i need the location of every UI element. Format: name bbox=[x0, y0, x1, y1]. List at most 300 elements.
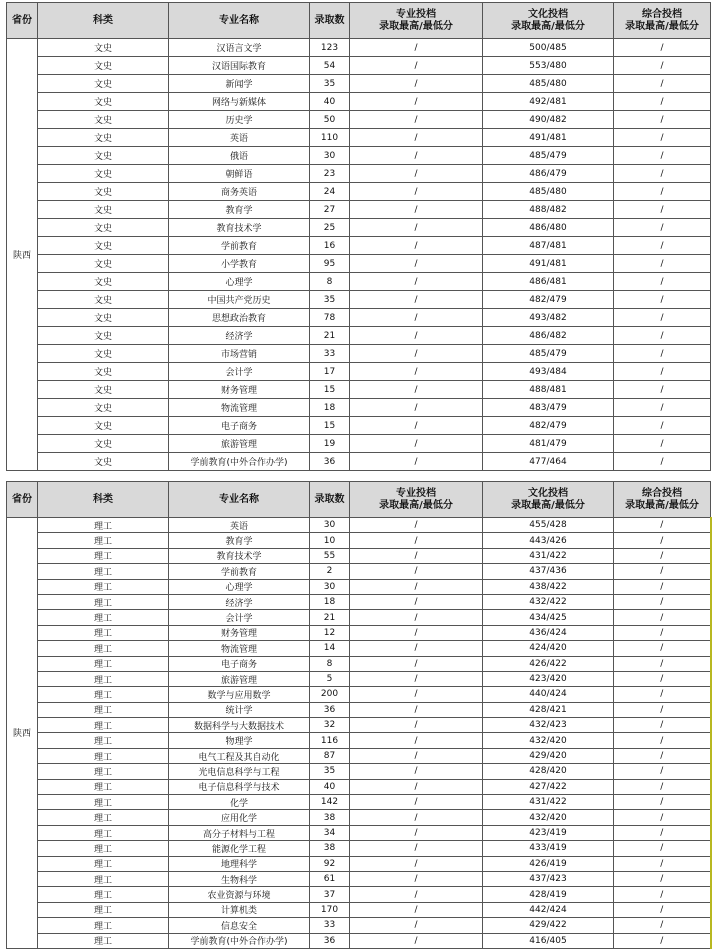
count-cell: 36 bbox=[310, 702, 350, 717]
cultural-score-cell: 429/422 bbox=[483, 918, 614, 933]
table-row bbox=[7, 871, 711, 886]
category-cell: 文史 bbox=[38, 327, 169, 345]
professional-score-cell: / bbox=[350, 748, 483, 763]
count-cell: 38 bbox=[310, 841, 350, 856]
major-cell: 学前教育 bbox=[169, 237, 310, 255]
cultural-score-cell: 426/419 bbox=[483, 856, 614, 871]
table-row bbox=[7, 764, 711, 779]
table-row bbox=[7, 594, 711, 609]
header-comprehensive-line2: 录取最高/最低分 bbox=[625, 20, 699, 32]
category-cell: 理工 bbox=[38, 779, 169, 794]
category-cell: 理工 bbox=[38, 871, 169, 886]
count-cell: 10 bbox=[310, 533, 350, 548]
category-cell: 理工 bbox=[38, 656, 169, 671]
cultural-score-cell: 423/420 bbox=[483, 671, 614, 686]
professional-score-cell: / bbox=[350, 871, 483, 886]
major-cell: 物流管理 bbox=[169, 399, 310, 417]
professional-score-cell: / bbox=[350, 902, 483, 917]
professional-score-cell: / bbox=[350, 779, 483, 794]
category-cell: 理工 bbox=[38, 579, 169, 594]
comprehensive-score-cell: / bbox=[614, 201, 711, 219]
comprehensive-score-cell: / bbox=[614, 564, 711, 579]
category-cell: 理工 bbox=[38, 764, 169, 779]
cultural-score-cell: 488/482 bbox=[483, 201, 614, 219]
cultural-score-cell: 492/481 bbox=[483, 93, 614, 111]
category-cell: 理工 bbox=[38, 641, 169, 656]
header-province: 省份 bbox=[7, 482, 38, 518]
table-row bbox=[7, 201, 711, 219]
count-cell: 33 bbox=[310, 918, 350, 933]
table-row bbox=[7, 147, 711, 165]
category-cell: 文史 bbox=[38, 147, 169, 165]
comprehensive-score-cell: / bbox=[614, 309, 711, 327]
comprehensive-score-cell: / bbox=[614, 625, 711, 640]
professional-score-cell: / bbox=[350, 656, 483, 671]
table-row bbox=[7, 399, 711, 417]
cultural-score-cell: 491/481 bbox=[483, 255, 614, 273]
professional-score-cell: / bbox=[350, 918, 483, 933]
professional-score-cell: / bbox=[350, 533, 483, 548]
header-major: 专业名称 bbox=[169, 482, 310, 518]
table-row bbox=[7, 779, 711, 794]
comprehensive-score-cell: / bbox=[614, 291, 711, 309]
count-cell: 18 bbox=[310, 594, 350, 609]
cultural-score-cell: 443/426 bbox=[483, 533, 614, 548]
professional-score-cell: / bbox=[350, 453, 483, 471]
major-cell: 网络与新媒体 bbox=[169, 93, 310, 111]
table-row bbox=[7, 810, 711, 825]
major-cell: 教育技术学 bbox=[169, 548, 310, 563]
comprehensive-score-cell: / bbox=[614, 718, 711, 733]
major-cell: 光电信息科学与工程 bbox=[169, 764, 310, 779]
comprehensive-score-cell: / bbox=[614, 687, 711, 702]
cultural-score-cell: 432/420 bbox=[483, 733, 614, 748]
category-cell: 文史 bbox=[38, 219, 169, 237]
cultural-score-cell: 485/479 bbox=[483, 345, 614, 363]
comprehensive-score-cell: / bbox=[614, 856, 711, 871]
comprehensive-score-cell: / bbox=[614, 399, 711, 417]
category-cell: 文史 bbox=[38, 309, 169, 327]
major-cell: 中国共产党历史 bbox=[169, 291, 310, 309]
major-cell: 学前教育(中外合作办学) bbox=[169, 933, 310, 948]
category-cell: 理工 bbox=[38, 748, 169, 763]
major-cell: 经济学 bbox=[169, 594, 310, 609]
count-cell: 5 bbox=[310, 671, 350, 686]
comprehensive-score-cell: / bbox=[614, 417, 711, 435]
cultural-score-cell: 493/484 bbox=[483, 363, 614, 381]
count-cell: 21 bbox=[310, 610, 350, 625]
major-cell: 计算机类 bbox=[169, 902, 310, 917]
count-cell: 15 bbox=[310, 381, 350, 399]
category-cell: 文史 bbox=[38, 399, 169, 417]
professional-score-cell: / bbox=[350, 111, 483, 129]
professional-score-cell: / bbox=[350, 201, 483, 219]
cultural-score-cell: 431/422 bbox=[483, 548, 614, 563]
count-cell: 142 bbox=[310, 795, 350, 810]
cultural-score-cell: 485/480 bbox=[483, 183, 614, 201]
major-cell: 能源化学工程 bbox=[169, 841, 310, 856]
cultural-score-cell: 486/480 bbox=[483, 219, 614, 237]
professional-score-cell: / bbox=[350, 237, 483, 255]
category-cell: 理工 bbox=[38, 795, 169, 810]
comprehensive-score-cell: / bbox=[614, 39, 711, 57]
count-cell: 50 bbox=[310, 111, 350, 129]
table-row bbox=[7, 733, 711, 748]
major-cell: 电子商务 bbox=[169, 417, 310, 435]
table-row bbox=[7, 902, 711, 917]
professional-score-cell: / bbox=[350, 39, 483, 57]
count-cell: 55 bbox=[310, 548, 350, 563]
professional-score-cell: / bbox=[350, 795, 483, 810]
table-row bbox=[7, 381, 711, 399]
category-cell: 文史 bbox=[38, 93, 169, 111]
table-row bbox=[7, 237, 711, 255]
category-cell: 文史 bbox=[38, 129, 169, 147]
professional-score-cell: / bbox=[350, 933, 483, 948]
professional-score-cell: / bbox=[350, 825, 483, 840]
comprehensive-score-cell: / bbox=[614, 57, 711, 75]
comprehensive-score-cell: / bbox=[614, 147, 711, 165]
table-row bbox=[7, 363, 711, 381]
cultural-score-cell: 427/422 bbox=[483, 779, 614, 794]
category-cell: 理工 bbox=[38, 533, 169, 548]
comprehensive-score-cell: / bbox=[614, 902, 711, 917]
professional-score-cell: / bbox=[350, 733, 483, 748]
professional-score-cell: / bbox=[350, 518, 483, 533]
table-row bbox=[7, 610, 711, 625]
comprehensive-score-cell: / bbox=[614, 656, 711, 671]
professional-score-cell: / bbox=[350, 255, 483, 273]
province-cell: 陕西 bbox=[7, 518, 38, 949]
count-cell: 30 bbox=[310, 147, 350, 165]
table-row bbox=[7, 671, 711, 686]
major-cell: 生物科学 bbox=[169, 871, 310, 886]
comprehensive-score-cell: / bbox=[614, 795, 711, 810]
count-cell: 24 bbox=[310, 183, 350, 201]
table-row bbox=[7, 255, 711, 273]
table-row bbox=[7, 327, 711, 345]
cultural-score-cell: 482/479 bbox=[483, 291, 614, 309]
table-row bbox=[7, 856, 711, 871]
category-cell: 文史 bbox=[38, 273, 169, 291]
province-cell: 陕西 bbox=[7, 39, 38, 471]
category-cell: 理工 bbox=[38, 702, 169, 717]
category-cell: 理工 bbox=[38, 856, 169, 871]
professional-score-cell: / bbox=[350, 93, 483, 111]
category-cell: 理工 bbox=[38, 733, 169, 748]
major-cell: 历史学 bbox=[169, 111, 310, 129]
category-cell: 理工 bbox=[38, 841, 169, 856]
category-cell: 文史 bbox=[38, 75, 169, 93]
major-cell: 朝鲜语 bbox=[169, 165, 310, 183]
table-row bbox=[7, 533, 711, 548]
professional-score-cell: / bbox=[350, 309, 483, 327]
table-row bbox=[7, 309, 711, 327]
category-cell: 文史 bbox=[38, 111, 169, 129]
comprehensive-score-cell: / bbox=[614, 129, 711, 147]
major-cell: 财务管理 bbox=[169, 381, 310, 399]
count-cell: 14 bbox=[310, 641, 350, 656]
professional-score-cell: / bbox=[350, 841, 483, 856]
cultural-score-cell: 440/424 bbox=[483, 687, 614, 702]
table-row bbox=[7, 625, 711, 640]
header-comprehensive-line2: 录取最高/最低分 bbox=[625, 499, 699, 511]
cultural-score-cell: 428/419 bbox=[483, 887, 614, 902]
category-cell: 文史 bbox=[38, 39, 169, 57]
professional-score-cell: / bbox=[350, 579, 483, 594]
professional-score-cell: / bbox=[350, 641, 483, 656]
major-cell: 财务管理 bbox=[169, 625, 310, 640]
major-cell: 心理学 bbox=[169, 273, 310, 291]
major-cell: 经济学 bbox=[169, 327, 310, 345]
category-cell: 理工 bbox=[38, 610, 169, 625]
cultural-score-cell: 493/482 bbox=[483, 309, 614, 327]
comprehensive-score-cell: / bbox=[614, 327, 711, 345]
count-cell: 38 bbox=[310, 810, 350, 825]
header-count: 录取数 bbox=[310, 3, 350, 39]
count-cell: 35 bbox=[310, 75, 350, 93]
count-cell: 54 bbox=[310, 57, 350, 75]
comprehensive-score-cell: / bbox=[614, 93, 711, 111]
major-cell: 小学教育 bbox=[169, 255, 310, 273]
header-professional-score bbox=[350, 3, 483, 39]
comprehensive-score-cell: / bbox=[614, 871, 711, 886]
cultural-score-cell: 428/421 bbox=[483, 702, 614, 717]
category-cell: 理工 bbox=[38, 594, 169, 609]
category-cell: 文史 bbox=[38, 165, 169, 183]
header-comprehensive-score bbox=[614, 482, 711, 518]
count-cell: 15 bbox=[310, 417, 350, 435]
header-cultural-line1: 文化投档 bbox=[528, 487, 568, 499]
count-cell: 30 bbox=[310, 518, 350, 533]
cultural-score-cell: 432/422 bbox=[483, 594, 614, 609]
comprehensive-score-cell: / bbox=[614, 345, 711, 363]
table-row bbox=[7, 687, 711, 702]
category-cell: 理工 bbox=[38, 687, 169, 702]
category-cell: 文史 bbox=[38, 417, 169, 435]
major-cell: 地理科学 bbox=[169, 856, 310, 871]
cultural-score-cell: 490/482 bbox=[483, 111, 614, 129]
admission-table-science bbox=[6, 481, 712, 949]
major-cell: 心理学 bbox=[169, 579, 310, 594]
professional-score-cell: / bbox=[350, 363, 483, 381]
professional-score-cell: / bbox=[350, 57, 483, 75]
count-cell: 16 bbox=[310, 237, 350, 255]
major-cell: 学前教育 bbox=[169, 564, 310, 579]
table-row bbox=[7, 93, 711, 111]
header-comprehensive-line1: 综合投档 bbox=[642, 487, 682, 499]
count-cell: 8 bbox=[310, 656, 350, 671]
cultural-score-cell: 416/405 bbox=[483, 933, 614, 948]
category-cell: 文史 bbox=[38, 201, 169, 219]
count-cell: 36 bbox=[310, 933, 350, 948]
category-cell: 文史 bbox=[38, 453, 169, 471]
comprehensive-score-cell: / bbox=[614, 779, 711, 794]
cultural-score-cell: 424/420 bbox=[483, 641, 614, 656]
cultural-score-cell: 486/482 bbox=[483, 327, 614, 345]
table-row bbox=[7, 748, 711, 763]
table-row bbox=[7, 57, 711, 75]
cultural-score-cell: 486/481 bbox=[483, 273, 614, 291]
category-cell: 理工 bbox=[38, 548, 169, 563]
comprehensive-score-cell: / bbox=[614, 594, 711, 609]
major-cell: 教育技术学 bbox=[169, 219, 310, 237]
comprehensive-score-cell: / bbox=[614, 702, 711, 717]
header-province: 省份 bbox=[7, 3, 38, 39]
comprehensive-score-cell: / bbox=[614, 641, 711, 656]
table-row bbox=[7, 825, 711, 840]
professional-score-cell: / bbox=[350, 345, 483, 363]
cultural-score-cell: 433/419 bbox=[483, 841, 614, 856]
major-cell: 电气工程及其自动化 bbox=[169, 748, 310, 763]
count-cell: 2 bbox=[310, 564, 350, 579]
category-cell: 文史 bbox=[38, 381, 169, 399]
table-row bbox=[7, 111, 711, 129]
major-cell: 物流管理 bbox=[169, 641, 310, 656]
cultural-score-cell: 491/481 bbox=[483, 129, 614, 147]
comprehensive-score-cell: / bbox=[614, 918, 711, 933]
major-cell: 教育学 bbox=[169, 533, 310, 548]
header-cultural-score bbox=[483, 482, 614, 518]
professional-score-cell: / bbox=[350, 687, 483, 702]
comprehensive-score-cell: / bbox=[614, 518, 711, 533]
cultural-score-cell: 455/428 bbox=[483, 518, 614, 533]
table-row bbox=[7, 579, 711, 594]
category-cell: 文史 bbox=[38, 255, 169, 273]
category-cell: 文史 bbox=[38, 345, 169, 363]
cultural-score-cell: 486/479 bbox=[483, 165, 614, 183]
professional-score-cell: / bbox=[350, 564, 483, 579]
table-row bbox=[7, 219, 711, 237]
comprehensive-score-cell: / bbox=[614, 841, 711, 856]
header-professional-line1: 专业投档 bbox=[396, 487, 436, 499]
comprehensive-score-cell: / bbox=[614, 748, 711, 763]
table-row bbox=[7, 718, 711, 733]
major-cell: 教育学 bbox=[169, 201, 310, 219]
comprehensive-score-cell: / bbox=[614, 887, 711, 902]
category-cell: 理工 bbox=[38, 933, 169, 948]
major-cell: 旅游管理 bbox=[169, 435, 310, 453]
header-row bbox=[7, 482, 711, 518]
count-cell: 32 bbox=[310, 718, 350, 733]
header-cultural-line2: 录取最高/最低分 bbox=[511, 499, 585, 511]
comprehensive-score-cell: / bbox=[614, 533, 711, 548]
major-cell: 电子商务 bbox=[169, 656, 310, 671]
count-cell: 40 bbox=[310, 93, 350, 111]
count-cell: 30 bbox=[310, 579, 350, 594]
cultural-score-cell: 553/480 bbox=[483, 57, 614, 75]
professional-score-cell: / bbox=[350, 610, 483, 625]
cultural-score-cell: 437/436 bbox=[483, 564, 614, 579]
category-cell: 理工 bbox=[38, 671, 169, 686]
comprehensive-score-cell: / bbox=[614, 435, 711, 453]
comprehensive-score-cell: / bbox=[614, 610, 711, 625]
cultural-score-cell: 481/479 bbox=[483, 435, 614, 453]
table-row bbox=[7, 273, 711, 291]
table-row bbox=[7, 887, 711, 902]
major-cell: 数据科学与大数据技术 bbox=[169, 718, 310, 733]
professional-score-cell: / bbox=[350, 75, 483, 93]
count-cell: 8 bbox=[310, 273, 350, 291]
category-cell: 理工 bbox=[38, 918, 169, 933]
professional-score-cell: / bbox=[350, 702, 483, 717]
professional-score-cell: / bbox=[350, 887, 483, 902]
count-cell: 110 bbox=[310, 129, 350, 147]
major-cell: 思想政治教育 bbox=[169, 309, 310, 327]
count-cell: 123 bbox=[310, 39, 350, 57]
major-cell: 信息安全 bbox=[169, 918, 310, 933]
header-category: 科类 bbox=[38, 3, 169, 39]
major-cell: 化学 bbox=[169, 795, 310, 810]
category-cell: 理工 bbox=[38, 902, 169, 917]
comprehensive-score-cell: / bbox=[614, 255, 711, 273]
admission-table-liberal-arts bbox=[6, 2, 711, 471]
count-cell: 17 bbox=[310, 363, 350, 381]
comprehensive-score-cell: / bbox=[614, 733, 711, 748]
professional-score-cell: / bbox=[350, 273, 483, 291]
cultural-score-cell: 485/479 bbox=[483, 147, 614, 165]
professional-score-cell: / bbox=[350, 417, 483, 435]
count-cell: 170 bbox=[310, 902, 350, 917]
table-row bbox=[7, 291, 711, 309]
count-cell: 19 bbox=[310, 435, 350, 453]
category-cell: 文史 bbox=[38, 237, 169, 255]
count-cell: 34 bbox=[310, 825, 350, 840]
cultural-score-cell: 431/422 bbox=[483, 795, 614, 810]
major-cell: 应用化学 bbox=[169, 810, 310, 825]
professional-score-cell: / bbox=[350, 810, 483, 825]
count-cell: 200 bbox=[310, 687, 350, 702]
table-row bbox=[7, 417, 711, 435]
category-cell: 理工 bbox=[38, 887, 169, 902]
comprehensive-score-cell: / bbox=[614, 548, 711, 563]
cultural-score-cell: 485/480 bbox=[483, 75, 614, 93]
table-row bbox=[7, 933, 711, 948]
category-cell: 理工 bbox=[38, 625, 169, 640]
table-row bbox=[7, 165, 711, 183]
comprehensive-score-cell: / bbox=[614, 237, 711, 255]
count-cell: 87 bbox=[310, 748, 350, 763]
major-cell: 高分子材料与工程 bbox=[169, 825, 310, 840]
cultural-score-cell: 428/420 bbox=[483, 764, 614, 779]
professional-score-cell: / bbox=[350, 147, 483, 165]
professional-score-cell: / bbox=[350, 381, 483, 399]
comprehensive-score-cell: / bbox=[614, 810, 711, 825]
professional-score-cell: / bbox=[350, 129, 483, 147]
table-row bbox=[7, 918, 711, 933]
category-cell: 理工 bbox=[38, 564, 169, 579]
header-cultural-line2: 录取最高/最低分 bbox=[511, 20, 585, 32]
professional-score-cell: / bbox=[350, 291, 483, 309]
category-cell: 理工 bbox=[38, 810, 169, 825]
category-cell: 文史 bbox=[38, 435, 169, 453]
count-cell: 92 bbox=[310, 856, 350, 871]
professional-score-cell: / bbox=[350, 671, 483, 686]
major-cell: 农业资源与环境 bbox=[169, 887, 310, 902]
table-row bbox=[7, 183, 711, 201]
comprehensive-score-cell: / bbox=[614, 453, 711, 471]
header-row bbox=[7, 3, 711, 39]
comprehensive-score-cell: / bbox=[614, 111, 711, 129]
count-cell: 18 bbox=[310, 399, 350, 417]
count-cell: 25 bbox=[310, 219, 350, 237]
cultural-score-cell: 500/485 bbox=[483, 39, 614, 57]
major-cell: 物理学 bbox=[169, 733, 310, 748]
cultural-score-cell: 442/424 bbox=[483, 902, 614, 917]
header-category: 科类 bbox=[38, 482, 169, 518]
table-row bbox=[7, 345, 711, 363]
comprehensive-score-cell: / bbox=[614, 363, 711, 381]
